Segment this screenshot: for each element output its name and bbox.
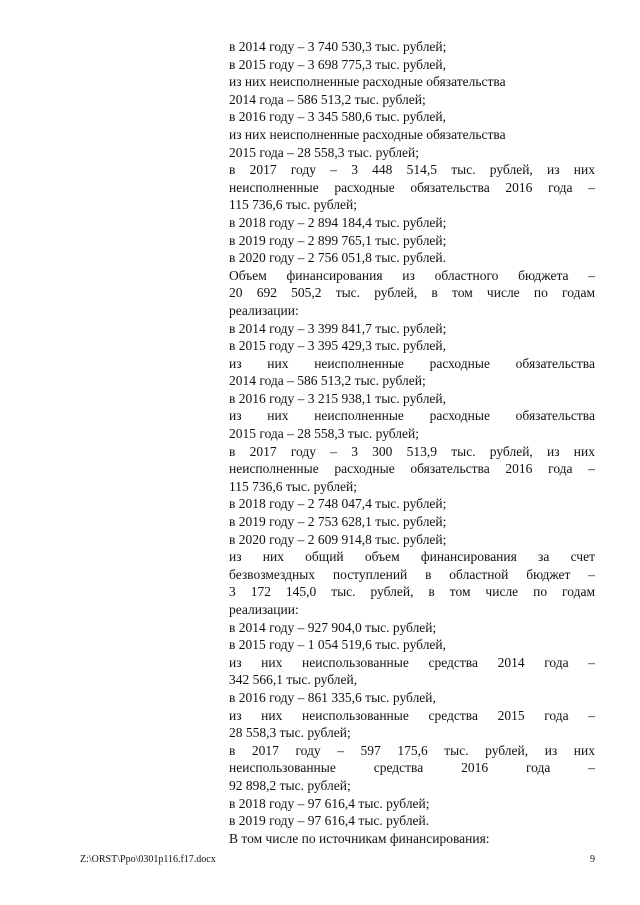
- text-line: в 2017 году – 597 175,6 тыс. рублей, из них: [229, 742, 595, 758]
- text-line: из них неисполненные расходные обязательства: [229, 408, 595, 424]
- text-line: в 2015 году – 3 395 429,3 тыс. рублей,: [229, 338, 447, 354]
- text-line: 28 558,3 тыс. рублей;: [229, 725, 351, 741]
- text-line: в 2018 году – 2 748 047,4 тыс. рублей;: [229, 496, 447, 512]
- text-line: 2015 года – 28 558,3 тыс. рублей;: [229, 426, 420, 442]
- text-line: реализации:: [229, 602, 299, 617]
- text-line: в 2015 году – 3 698 775,3 тыс. рублей,: [229, 56, 447, 72]
- text-line: 342 566,1 тыс. рублей,: [229, 672, 358, 688]
- text-line: в 2019 году – 2 753 628,1 тыс. рублей;: [229, 514, 447, 530]
- text-line: в 2018 году – 2 894 184,4 тыс. рублей;: [229, 214, 447, 230]
- text-line: в 2014 году – 3 399 841,7 тыс. рублей;: [229, 320, 447, 336]
- text-line: безвозмездных поступлений в областной бюджет –: [229, 566, 595, 582]
- footer-page-number: 9: [590, 854, 595, 865]
- text-line: из них неисполненные расходные обязательства: [229, 126, 506, 142]
- text-line: Объем финансирования из областного бюджета –: [229, 267, 595, 283]
- text-line: в 2014 году – 3 740 530,3 тыс. рублей;: [229, 39, 447, 54]
- text-line: 115 736,6 тыс. рублей;: [229, 197, 357, 213]
- text-line: в 2016 году – 3 215 938,1 тыс. рублей,: [229, 390, 447, 406]
- text-line: в 2019 году – 97 616,4 тыс. рублей.: [229, 813, 430, 829]
- text-line: 115 736,6 тыс. рублей;: [229, 478, 357, 494]
- text-line: в 2020 году – 2 609 914,8 тыс. рублей;: [229, 531, 447, 547]
- text-line: в 2016 году – 3 345 580,6 тыс. рублей,: [229, 109, 447, 125]
- text-line: 92 898,2 тыс. рублей;: [229, 777, 351, 793]
- text-line: из них неисполненные расходные обязательства: [229, 355, 595, 371]
- text-line: 3 172 145,0 тыс. рублей, в том числе по годам: [229, 584, 595, 600]
- text-line: 2015 года – 28 558,3 тыс. рублей;: [229, 144, 420, 160]
- text-line: в 2015 году – 1 054 519,6 тыс. рублей,: [229, 637, 447, 653]
- text-line: в 2014 году – 927 904,0 тыс. рублей;: [229, 619, 437, 635]
- text-line: неисполненные расходные обязательства 2016 года –: [229, 461, 595, 477]
- text-line: в 2019 году – 2 899 765,1 тыс. рублей;: [229, 232, 447, 248]
- text-line: в 2017 году – 3 300 513,9 тыс. рублей, из них: [229, 443, 595, 459]
- text-line: в 2017 году – 3 448 514,5 тыс. рублей, из них: [229, 162, 595, 178]
- text-line: из них общий объем финансирования за счет: [229, 549, 595, 565]
- text-line: в 2018 году – 97 616,4 тыс. рублей;: [229, 795, 430, 811]
- text-line: из них неиспользованные средства 2014 года –: [229, 654, 595, 670]
- text-line: В том числе по источникам финансирования:: [229, 830, 490, 846]
- text-line: из них неиспользованные средства 2015 года –: [229, 707, 595, 723]
- text-line: реализации:: [229, 302, 299, 318]
- document-body: [229, 38, 595, 847]
- text-line: из них неисполненные расходные обязательства: [229, 74, 506, 90]
- footer-file-path: Z:\ORST\Ppo\0301p116.f17.docx: [80, 854, 216, 865]
- text-line: в 2020 году – 2 756 051,8 тыс. рублей.: [229, 250, 447, 266]
- text-line: 2014 года – 586 513,2 тыс. рублей;: [229, 373, 426, 389]
- text-line: неисполненные расходные обязательства 2016 года –: [229, 179, 595, 195]
- text-line: 20 692 505,2 тыс. рублей, в том числе по годам: [229, 285, 595, 301]
- text-line: неиспользованные средства 2016 года –: [229, 760, 595, 776]
- text-line: в 2016 году – 861 335,6 тыс. рублей,: [229, 689, 436, 705]
- text-line: 2014 года – 586 513,2 тыс. рублей;: [229, 91, 426, 107]
